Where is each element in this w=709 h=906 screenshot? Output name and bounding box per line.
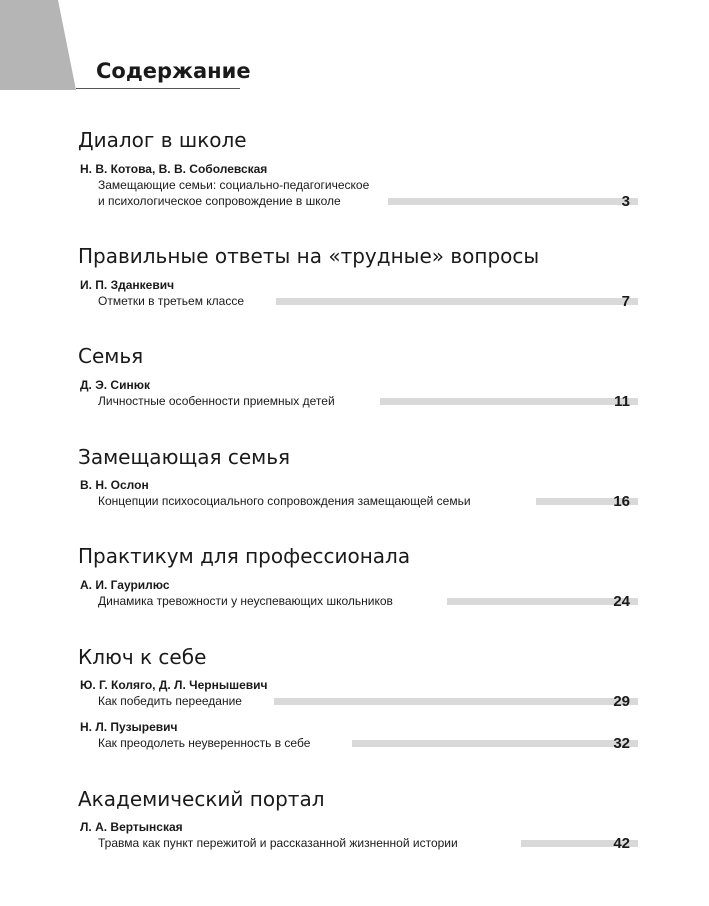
- section-heading: Замещающая семья: [78, 445, 291, 469]
- leader-bar: [276, 298, 638, 305]
- entry-title-line: Травма как пункт пережитой и рассказанной жизненной истории: [98, 836, 458, 850]
- entry-author: Н. В. Котова, В. В. Соболевская: [80, 162, 268, 176]
- entry-title-line: Замещающие семьи: социально-педагогическое: [98, 178, 370, 192]
- entry-author: А. И. Гаурилюс: [80, 578, 170, 592]
- entry-title-line: Динамика тревожности у неуспевающих школьников: [98, 594, 393, 608]
- entry-title-line: Отметки в третьем классе: [98, 294, 245, 308]
- entry-title-line: и психологическое сопровождение в школе: [98, 194, 341, 208]
- entry-title-line: Концепции психосоциального сопровождения замещающей семьи: [98, 494, 471, 508]
- leader-bar: [380, 398, 638, 405]
- page-number: 7: [621, 293, 630, 310]
- section-heading: Правильные ответы на «трудные» вопросы: [78, 244, 540, 268]
- page-number: 24: [613, 593, 630, 610]
- section-heading: Диалог в школе: [78, 128, 247, 152]
- leader-bar: [352, 740, 638, 747]
- leader-bar: [388, 198, 638, 205]
- entry-title-line: Как победить переедание: [98, 694, 242, 708]
- page-number: 16: [613, 493, 630, 510]
- section-heading: Семья: [78, 344, 144, 368]
- entry-title-line: Как преодолеть неуверенность в себе: [98, 736, 311, 750]
- page-title: Содержание: [96, 59, 251, 83]
- entry-author: Л. А. Вертынская: [80, 820, 183, 834]
- entry-title-line: Личностные особенности приемных детей: [98, 394, 335, 408]
- entry-author: Н. Л. Пузыревич: [80, 720, 178, 734]
- entry-author: И. П. Зданкевич: [80, 278, 175, 292]
- page-number: 32: [613, 735, 630, 752]
- page-number: 11: [614, 393, 630, 410]
- title-underline: [76, 88, 240, 89]
- section-heading: Ключ к себе: [78, 645, 207, 669]
- leader-bar: [274, 698, 638, 705]
- entry-author: Д. Э. Синюк: [80, 378, 150, 392]
- section-heading: Академический портал: [78, 787, 325, 811]
- leader-bar: [447, 598, 638, 605]
- page-number: 3: [621, 193, 630, 210]
- entry-author: В. Н. Ослон: [80, 478, 149, 492]
- entry-author: Ю. Г. Коляго, Д. Л. Чернышевич: [80, 678, 268, 692]
- header-tab-shape: [0, 0, 76, 90]
- page-number: 29: [613, 693, 630, 710]
- section-heading: Практикум для профессионала: [78, 544, 411, 568]
- page-number: 42: [613, 835, 630, 852]
